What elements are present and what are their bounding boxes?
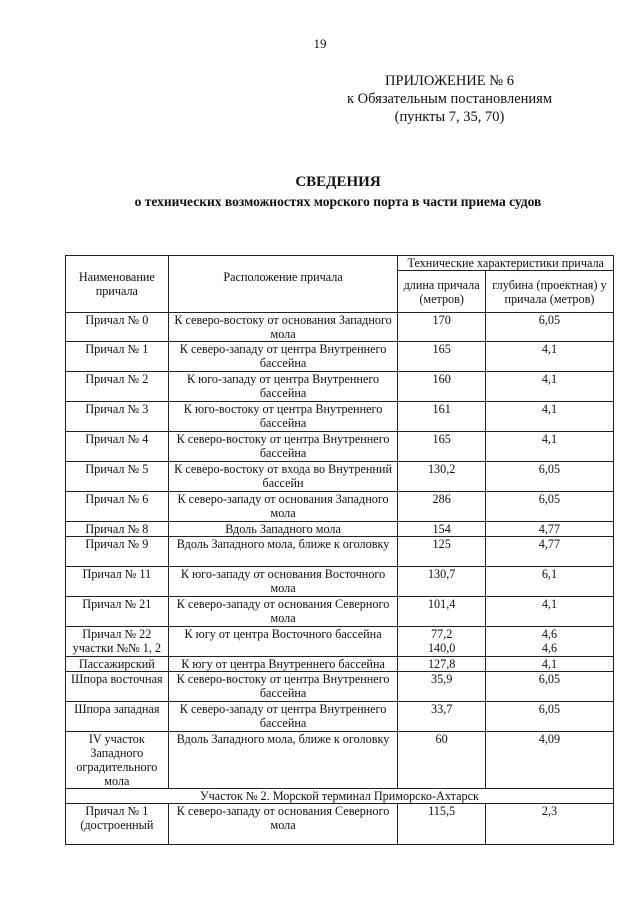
berth-name: Причал № 8 — [66, 522, 169, 537]
table-row — [66, 462, 614, 492]
berth-length: 115,5 — [398, 804, 485, 845]
berth-length: 165 — [398, 432, 485, 462]
table-row — [66, 597, 614, 627]
header-row-1 — [66, 256, 614, 271]
berth-depth: 4,1 — [485, 372, 613, 402]
header-berth-location: Расположение причала — [168, 256, 398, 313]
berth-name: Причал № 21 — [66, 597, 169, 627]
berth-name: Причал № 1 (достроенный — [66, 804, 169, 845]
berth-name: Шпора восточная — [66, 672, 169, 702]
berth-depth: 6,05 — [485, 313, 613, 342]
table-body — [66, 313, 614, 845]
table-row — [66, 672, 614, 702]
table-row — [66, 657, 614, 672]
berth-location: К северо-западу от основания Северного мола — [168, 597, 398, 627]
berth-depth: 6,05 — [485, 702, 613, 732]
table-row — [66, 372, 614, 402]
berth-length: 170 — [398, 313, 485, 342]
berth-length: 160 — [398, 372, 485, 402]
berth-location: К северо-востоку от основания Западного мола — [168, 313, 398, 342]
table-row — [66, 537, 614, 567]
berth-location: Вдоль Западного мола — [168, 522, 398, 537]
berth-location: К юго-западу от центра Внутреннего бассейна — [168, 372, 398, 402]
header-depth: глубина (проектная) у причала (метров) — [485, 271, 613, 313]
table-row — [66, 702, 614, 732]
berth-name: Пассажирский — [66, 657, 169, 672]
berth-depth: 6,05 — [485, 462, 613, 492]
berth-name: Причал № 9 — [66, 537, 169, 567]
appendix-reference: к Обязательным постановлениям — [347, 91, 552, 107]
berth-depth: 2,3 — [485, 804, 613, 845]
berth-length: 130,2 — [398, 462, 485, 492]
berth-name: Шпора западная — [66, 702, 169, 732]
berth-location: К северо-востоку от центра Внутреннего бассейна — [168, 672, 398, 702]
berth-name: Причал № 11 — [66, 567, 169, 597]
berth-location: К северо-востоку от центра Внутреннего бассейна — [168, 432, 398, 462]
berth-length: 35,9 — [398, 672, 485, 702]
berth-length: 60 — [398, 732, 485, 789]
berth-location: Вдоль Западного мола, ближе к оголовку — [168, 732, 398, 789]
berth-length: 154 — [398, 522, 485, 537]
berth-length: 165 — [398, 342, 485, 372]
table-row — [66, 804, 614, 845]
berth-name: IV участок Западного оградительного мола — [66, 732, 169, 789]
berth-depth: 6,1 — [485, 567, 613, 597]
document-subtitle: о технических возможностях морского порта в части приема судов — [134, 194, 542, 209]
appendix-header — [347, 72, 552, 126]
berth-depth: 4,1 — [485, 342, 613, 372]
berth-depth: 4,1 — [485, 402, 613, 432]
berths-table — [65, 255, 614, 845]
berth-name: Причал № 22 участки №№ 1, 2 — [66, 627, 169, 657]
berth-location: К северо-востоку от входа во Внутренний бассейн — [168, 462, 398, 492]
section-row — [66, 789, 614, 804]
berth-name: Причал № 1 — [66, 342, 169, 372]
berth-location: К северо-западу от основания Северного мола — [168, 804, 398, 845]
berth-name: Причал № 2 — [66, 372, 169, 402]
berth-depth: 4,77 — [485, 522, 613, 537]
berth-length: 77,2 140,0 — [398, 627, 485, 657]
berth-depth: 4,1 — [485, 657, 613, 672]
berth-depth: 6,05 — [485, 492, 613, 522]
header-length: длина причала (метров) — [398, 271, 485, 313]
berth-name: Причал № 3 — [66, 402, 169, 432]
header-berth-name: Наименование причала — [66, 256, 169, 313]
table-row — [66, 627, 614, 657]
berth-location: К северо-западу от центра Внутреннего бассейна — [168, 342, 398, 372]
berth-name: Причал № 0 — [66, 313, 169, 342]
berth-location: К югу от центра Внутреннего бассейна — [168, 657, 398, 672]
berth-length: 33,7 — [398, 702, 485, 732]
berth-depth: 4,77 — [485, 537, 613, 567]
berth-length: 125 — [398, 537, 485, 567]
table-row — [66, 432, 614, 462]
berth-length: 286 — [398, 492, 485, 522]
berth-location: К югу от центра Восточного бассейна — [168, 627, 398, 657]
table-row — [66, 567, 614, 597]
berth-depth: 4,1 — [485, 597, 613, 627]
table-row — [66, 522, 614, 537]
berth-depth: 4,6 4,6 — [485, 627, 613, 657]
appendix-title: ПРИЛОЖЕНИЕ № 6 — [385, 73, 514, 89]
page-number: 19 — [313, 36, 327, 51]
berth-name: Причал № 5 — [66, 462, 169, 492]
table-row — [66, 313, 614, 342]
table-row — [66, 492, 614, 522]
table-row — [66, 342, 614, 372]
table-row — [66, 732, 614, 789]
document-title: СВЕДЕНИЯ — [295, 174, 381, 190]
berth-depth: 6,05 — [485, 672, 613, 702]
berth-length: 127,8 — [398, 657, 485, 672]
header-tech-characteristics: Технические характеристики причала — [398, 256, 614, 271]
berth-location: Вдоль Западного мола, ближе к оголовку — [168, 537, 398, 567]
berth-location: К юго-западу от основания Восточного мола — [168, 567, 398, 597]
berth-location: К северо-западу от основания Западного мола — [168, 492, 398, 522]
table-row — [66, 402, 614, 432]
berth-location: К северо-западу от центра Внутреннего бассейна — [168, 702, 398, 732]
section-title: Участок № 2. Морской терминал Приморско-Ахтарск — [66, 789, 614, 804]
berth-length: 130,7 — [398, 567, 485, 597]
berth-location: К юго-востоку от центра Внутреннего бассейна — [168, 402, 398, 432]
berth-name: Причал № 4 — [66, 432, 169, 462]
berth-name: Причал № 6 — [66, 492, 169, 522]
berth-depth: 4,1 — [485, 432, 613, 462]
berth-length: 101,4 — [398, 597, 485, 627]
berth-depth: 4,09 — [485, 732, 613, 789]
berth-length: 161 — [398, 402, 485, 432]
appendix-clauses: (пункты 7, 35, 70) — [394, 109, 505, 125]
